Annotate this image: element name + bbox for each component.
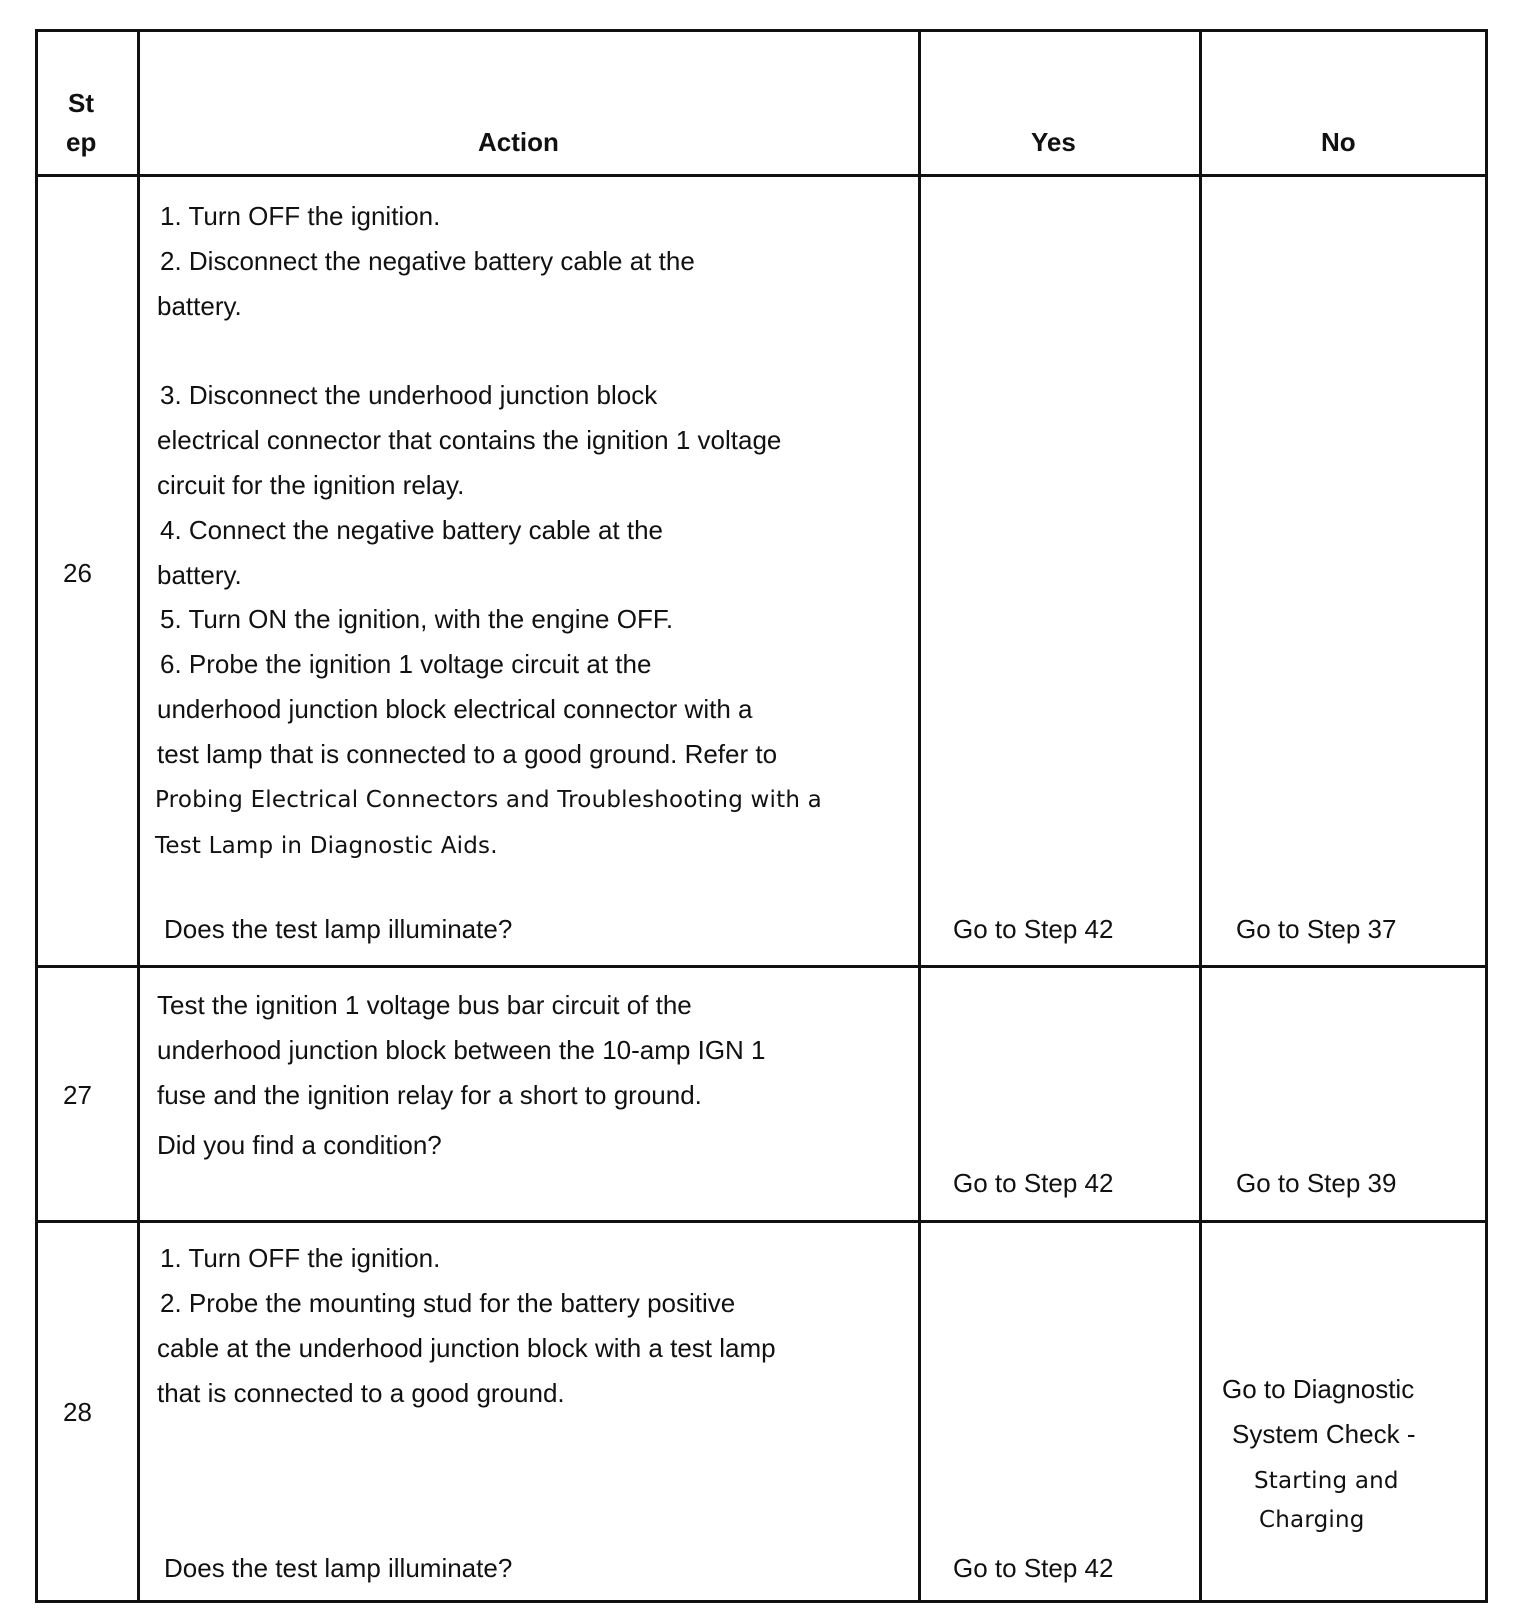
action-line: 2. Disconnect the negative battery cable at the [160, 246, 695, 276]
no-result: Go to Step 37 [1236, 914, 1397, 944]
action-line: 1. Turn OFF the ignition. [160, 1243, 441, 1273]
yes-result: Go to Step 42 [953, 1553, 1114, 1583]
row-divider [38, 174, 1485, 177]
action-line: that is connected to a good ground. [157, 1378, 565, 1408]
action-line: 4. Connect the negative battery cable at the [160, 515, 664, 545]
header-step-line1: St [68, 88, 94, 118]
action-line: battery. [157, 560, 242, 590]
action-line: underhood junction block between the 10-amp IGN 1 [157, 1035, 766, 1065]
header-action: Action [478, 127, 559, 157]
action-line: 6. Probe the ignition 1 voltage circuit at the [160, 649, 652, 679]
action-line: circuit for the ignition relay. [157, 470, 465, 500]
no-result-line: System Check - [1232, 1419, 1416, 1449]
action-line: test lamp that is connected to a good ground. Refer to [157, 739, 778, 769]
column-divider [137, 32, 140, 1600]
no-result-line: Charging [1259, 1507, 1365, 1533]
no-result-line: Starting and [1254, 1468, 1399, 1494]
action-line: 2. Probe the mounting stud for the battery positive [160, 1288, 736, 1318]
row-divider [38, 965, 1485, 968]
action-line: 5. Turn ON the ignition, with the engine OFF. [160, 604, 674, 634]
header-yes: Yes [1031, 127, 1076, 157]
yes-result: Go to Step 42 [953, 1168, 1114, 1198]
action-line: fuse and the ignition relay for a short to ground. [157, 1080, 702, 1110]
header-step-line2: ep [66, 127, 97, 157]
question-text: Does the test lamp illuminate? [164, 1553, 513, 1583]
action-line: underhood junction block electrical connector with a [157, 694, 753, 724]
action-line: 3. Disconnect the underhood junction block [160, 380, 658, 410]
action-line: cable at the underhood junction block with a test lamp [157, 1333, 776, 1363]
column-divider [1199, 32, 1202, 1600]
reference-line: Test Lamp in Diagnostic Aids. [155, 833, 498, 859]
no-result: Go to Step 39 [1236, 1168, 1397, 1198]
action-line: 1. Turn OFF the ignition. [160, 201, 441, 231]
step-number-28: 28 [63, 1397, 92, 1427]
yes-result: Go to Step 42 [953, 914, 1114, 944]
row-divider [38, 1220, 1485, 1223]
question-text: Does the test lamp illuminate? [164, 914, 513, 944]
action-line: Test the ignition 1 voltage bus bar circuit of the [157, 990, 692, 1020]
no-result-line: Go to Diagnostic [1222, 1374, 1415, 1404]
header-no: No [1321, 127, 1356, 157]
reference-line: Probing Electrical Connectors and Troubleshooting with a [155, 787, 822, 813]
step-number-27: 27 [63, 1080, 92, 1110]
action-line: electrical connector that contains the ignition 1 voltage [157, 425, 782, 455]
action-line: battery. [157, 291, 242, 321]
question-text: Did you find a condition? [157, 1130, 442, 1160]
column-divider [918, 32, 921, 1600]
step-number-26: 26 [63, 558, 92, 588]
